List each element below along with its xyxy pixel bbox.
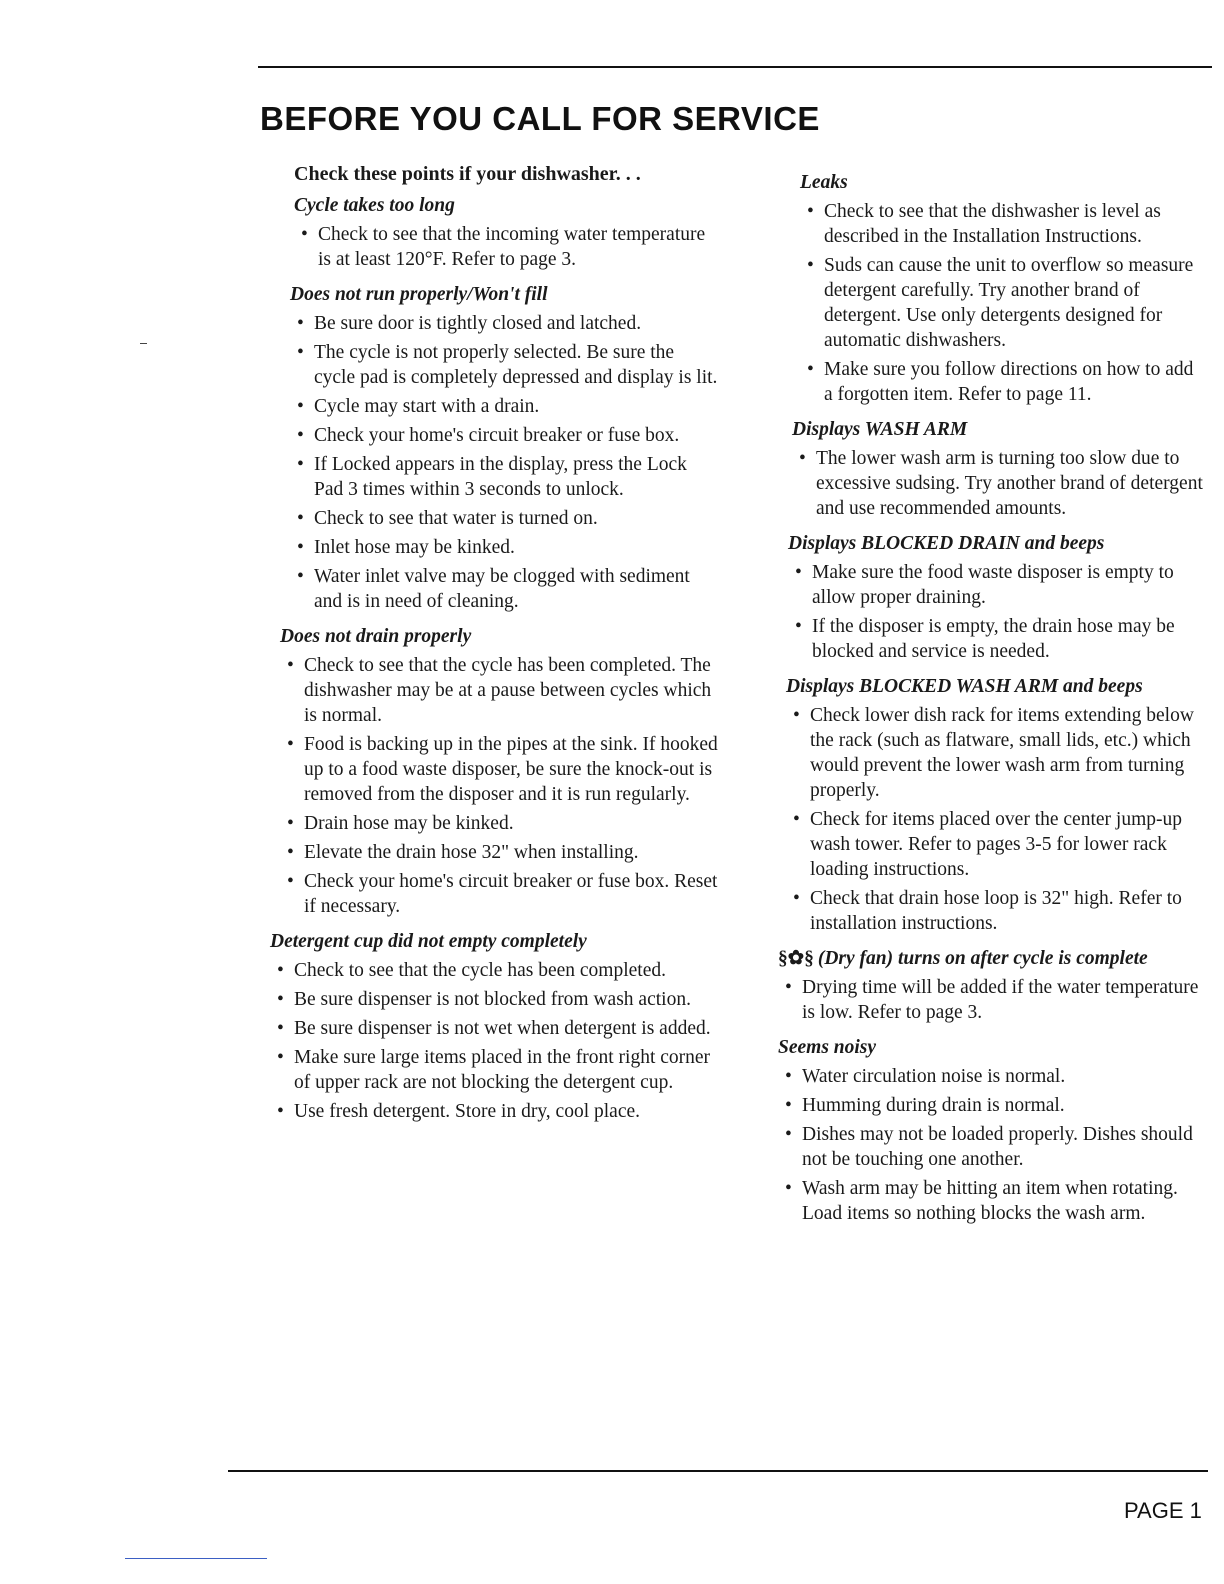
bullet-item (786, 886, 1203, 936)
bullet-item (786, 703, 1203, 803)
bullet-text: Check to see that the dishwasher is level as described in the Installation Instructions. (824, 201, 1161, 247)
margin-dash (140, 343, 147, 344)
bullet-dot: • (785, 1095, 792, 1116)
bullet-item (800, 357, 1203, 407)
bullet-item (294, 222, 718, 272)
section-heading: Displays BLOCKED WASH ARM and beeps (786, 676, 1143, 697)
bullet-dot: • (287, 655, 294, 676)
bullet-text: Check to see that the cycle has been completed. (294, 960, 666, 981)
bullet-dot: • (785, 1124, 792, 1145)
bullet-dot: • (297, 425, 304, 446)
bottom-rule (228, 1470, 1208, 1472)
bullet-item (290, 311, 718, 336)
bullet-text: Check for items placed over the center jump-up wash tower. Refer to pages 3-5 for lower rack loading instructions. (810, 809, 1182, 880)
bullet-dot: • (277, 960, 284, 981)
bullet-dot: • (785, 977, 792, 998)
bullet-text: Check to see that water is turned on. (314, 508, 598, 529)
bullet-item (290, 564, 718, 614)
section-heading: Does not run properly/Won't fill (290, 284, 548, 305)
bullet-text: Be sure dispenser is not blocked from wash action. (294, 989, 691, 1010)
bullet-item (290, 394, 718, 419)
bullet-text: Water circulation noise is normal. (802, 1066, 1066, 1087)
bullet-dot: • (807, 201, 814, 222)
bullet-item (290, 340, 718, 390)
bullet-list (792, 446, 1203, 521)
bullet-item (800, 253, 1203, 353)
bullet-item (270, 1045, 718, 1095)
bullet-dot: • (297, 342, 304, 363)
section-heading: Displays BLOCKED DRAIN and beeps (788, 533, 1105, 554)
section-detergent-cup (270, 929, 718, 1124)
bullet-dot: • (277, 1101, 284, 1122)
bullet-text: Be sure door is tightly closed and latched. (314, 313, 642, 334)
bullet-list (778, 1064, 1203, 1226)
left-column (268, 162, 718, 1134)
bullet-item (270, 1016, 718, 1041)
bullet-text: Make sure large items placed in the front right corner of upper rack are not blocking the detergent cup. (294, 1047, 711, 1093)
section-heading: Cycle takes too long (294, 195, 455, 216)
bullet-item (270, 958, 718, 983)
bullet-item (290, 506, 718, 531)
bullet-text: Drying time will be added if the water temperature is low. Refer to page 3. (802, 977, 1199, 1023)
bullet-item (800, 199, 1203, 249)
bullet-list (270, 958, 718, 1124)
bullet-text: Be sure dispenser is not wet when detergent is added. (294, 1018, 711, 1039)
bullet-text: Check lower dish rack for items extending below the rack (such as flatware, small lids, etc.) which would prevent the lower wash arm from turning properly. (810, 705, 1194, 801)
bullet-dot: • (277, 1018, 284, 1039)
bullet-text: The lower wash arm is turning too slow due to excessive sudsing. Try another brand of detergent and use recommended amounts. (816, 448, 1203, 519)
right-column (778, 170, 1203, 1236)
bullet-list (788, 560, 1203, 664)
bullet-list (294, 222, 718, 272)
bullet-text: Check your home's circuit breaker or fuse box. (314, 425, 680, 446)
bullet-text: Check to see that the incoming water temperature is at least 120°F. Refer to page 3. (318, 224, 706, 270)
section-does-not-drain (280, 624, 718, 919)
bullet-item (290, 423, 718, 448)
section-heading (778, 946, 1203, 971)
bullet-item (290, 535, 718, 560)
bullet-text: Make sure you follow directions on how to add a forgotten item. Refer to page 11. (824, 359, 1194, 405)
section-blocked-wash-arm (786, 674, 1203, 936)
bullet-text: If the disposer is empty, the drain hose may be blocked and service is needed. (812, 616, 1175, 662)
section-dry-fan (778, 946, 1203, 1025)
bullet-dot: • (785, 1178, 792, 1199)
bullet-item (270, 1099, 718, 1124)
bullet-text: Wash arm may be hitting an item when rotating. Load items so nothing blocks the wash arm. (802, 1178, 1178, 1224)
page-number: PAGE 1 (1124, 1498, 1202, 1523)
bullet-dot: • (807, 359, 814, 380)
footer-link-rule (125, 1558, 267, 1559)
bullet-text: If Locked appears in the display, press the Lock Pad 3 times within 3 seconds to unlock. (314, 454, 687, 500)
bullet-item (778, 1176, 1203, 1226)
bullet-item (280, 811, 718, 836)
bullet-text: Check that drain hose loop is 32" high. Refer to installation instructions. (810, 888, 1182, 934)
bullet-dot: • (795, 562, 802, 583)
section-wash-arm (792, 417, 1203, 521)
top-rule (258, 66, 1212, 68)
bullet-dot: • (807, 255, 814, 276)
bullet-text: Dishes may not be loaded properly. Dishes should not be touching one another. (802, 1124, 1193, 1170)
section-leaks (800, 170, 1203, 407)
bullet-text: Use fresh detergent. Store in dry, cool place. (294, 1101, 641, 1122)
bullet-dot: • (287, 842, 294, 863)
bullet-text: Humming during drain is normal. (802, 1095, 1065, 1116)
bullet-dot: • (297, 566, 304, 587)
section-heading: Detergent cup did not empty completely (270, 931, 587, 952)
bullet-text: Cycle may start with a drain. (314, 396, 540, 417)
dry-fan-heading-text: (Dry fan) turns on after cycle is complete (817, 948, 1148, 969)
bullet-item (280, 653, 718, 728)
bullet-item (788, 614, 1203, 664)
bullet-item (290, 452, 718, 502)
bullet-dot: • (297, 313, 304, 334)
bullet-text: Elevate the drain hose 32" when installing. (304, 842, 639, 863)
bullet-text: Suds can cause the unit to overflow so measure detergent carefully. Try another brand of detergent. Use only detergents designed for automatic dishwashers. (824, 255, 1194, 351)
page-title: BEFORE YOU CALL FOR SERVICE (260, 100, 820, 137)
dry-fan-icon: §✿§ (778, 948, 814, 969)
bullet-list (786, 703, 1203, 936)
bullet-text: Water inlet valve may be clogged with sediment and is in need of cleaning. (314, 566, 690, 612)
bullet-dot: • (301, 224, 308, 245)
bullet-item (280, 732, 718, 807)
bullet-item (280, 869, 718, 919)
section-heading: Leaks (800, 172, 848, 193)
bullet-text: Drain hose may be kinked. (304, 813, 514, 834)
section-heading: Seems noisy (778, 1037, 877, 1058)
bullet-dot: • (297, 508, 304, 529)
bullet-item (778, 1093, 1203, 1118)
section-heading: Displays WASH ARM (792, 419, 968, 440)
section-blocked-drain (788, 531, 1203, 664)
bullet-item (778, 1122, 1203, 1172)
bullet-dot: • (793, 809, 800, 830)
bullet-list (800, 199, 1203, 407)
bullet-item (786, 807, 1203, 882)
bullet-text: Check your home's circuit breaker or fuse box. Reset if necessary. (304, 871, 718, 917)
bullet-item (270, 987, 718, 1012)
bullet-text: Check to see that the cycle has been completed. The dishwasher may be at a pause between cycles which is normal. (304, 655, 712, 726)
bullet-text: The cycle is not properly selected. Be sure the cycle pad is completely depressed and display is lit. (314, 342, 718, 388)
section-heading: Does not drain properly (280, 626, 472, 647)
bullet-dot: • (287, 871, 294, 892)
bullet-dot: • (277, 1047, 284, 1068)
section-seems-noisy (778, 1035, 1203, 1226)
bullet-item (792, 446, 1203, 521)
bullet-dot: • (277, 989, 284, 1010)
bullet-dot: • (287, 734, 294, 755)
bullet-list (778, 975, 1203, 1025)
bullet-dot: • (795, 616, 802, 637)
bullet-dot: • (793, 888, 800, 909)
bullet-dot: • (785, 1066, 792, 1087)
bullet-dot: • (297, 454, 304, 475)
bullet-dot: • (287, 813, 294, 834)
section-cycle-takes-too-long (294, 193, 718, 272)
bullet-list (280, 653, 718, 919)
bullet-item (778, 1064, 1203, 1089)
bullet-item (280, 840, 718, 865)
bullet-dot: • (297, 396, 304, 417)
bullet-list (290, 311, 718, 614)
bullet-dot: • (793, 705, 800, 726)
bullet-item (778, 975, 1203, 1025)
intro-text: Check these points if your dishwasher. . . (294, 163, 641, 185)
bullet-dot: • (297, 537, 304, 558)
bullet-text: Food is backing up in the pipes at the sink. If hooked up to a food waste disposer, be sure the knock-out is removed from the disposer and it is run regularly. (304, 734, 718, 805)
bullet-dot: • (799, 448, 806, 469)
bullet-text: Make sure the food waste disposer is empty to allow proper draining. (812, 562, 1174, 608)
bullet-item (788, 560, 1203, 610)
section-does-not-run (290, 282, 718, 614)
bullet-text: Inlet hose may be kinked. (314, 537, 515, 558)
